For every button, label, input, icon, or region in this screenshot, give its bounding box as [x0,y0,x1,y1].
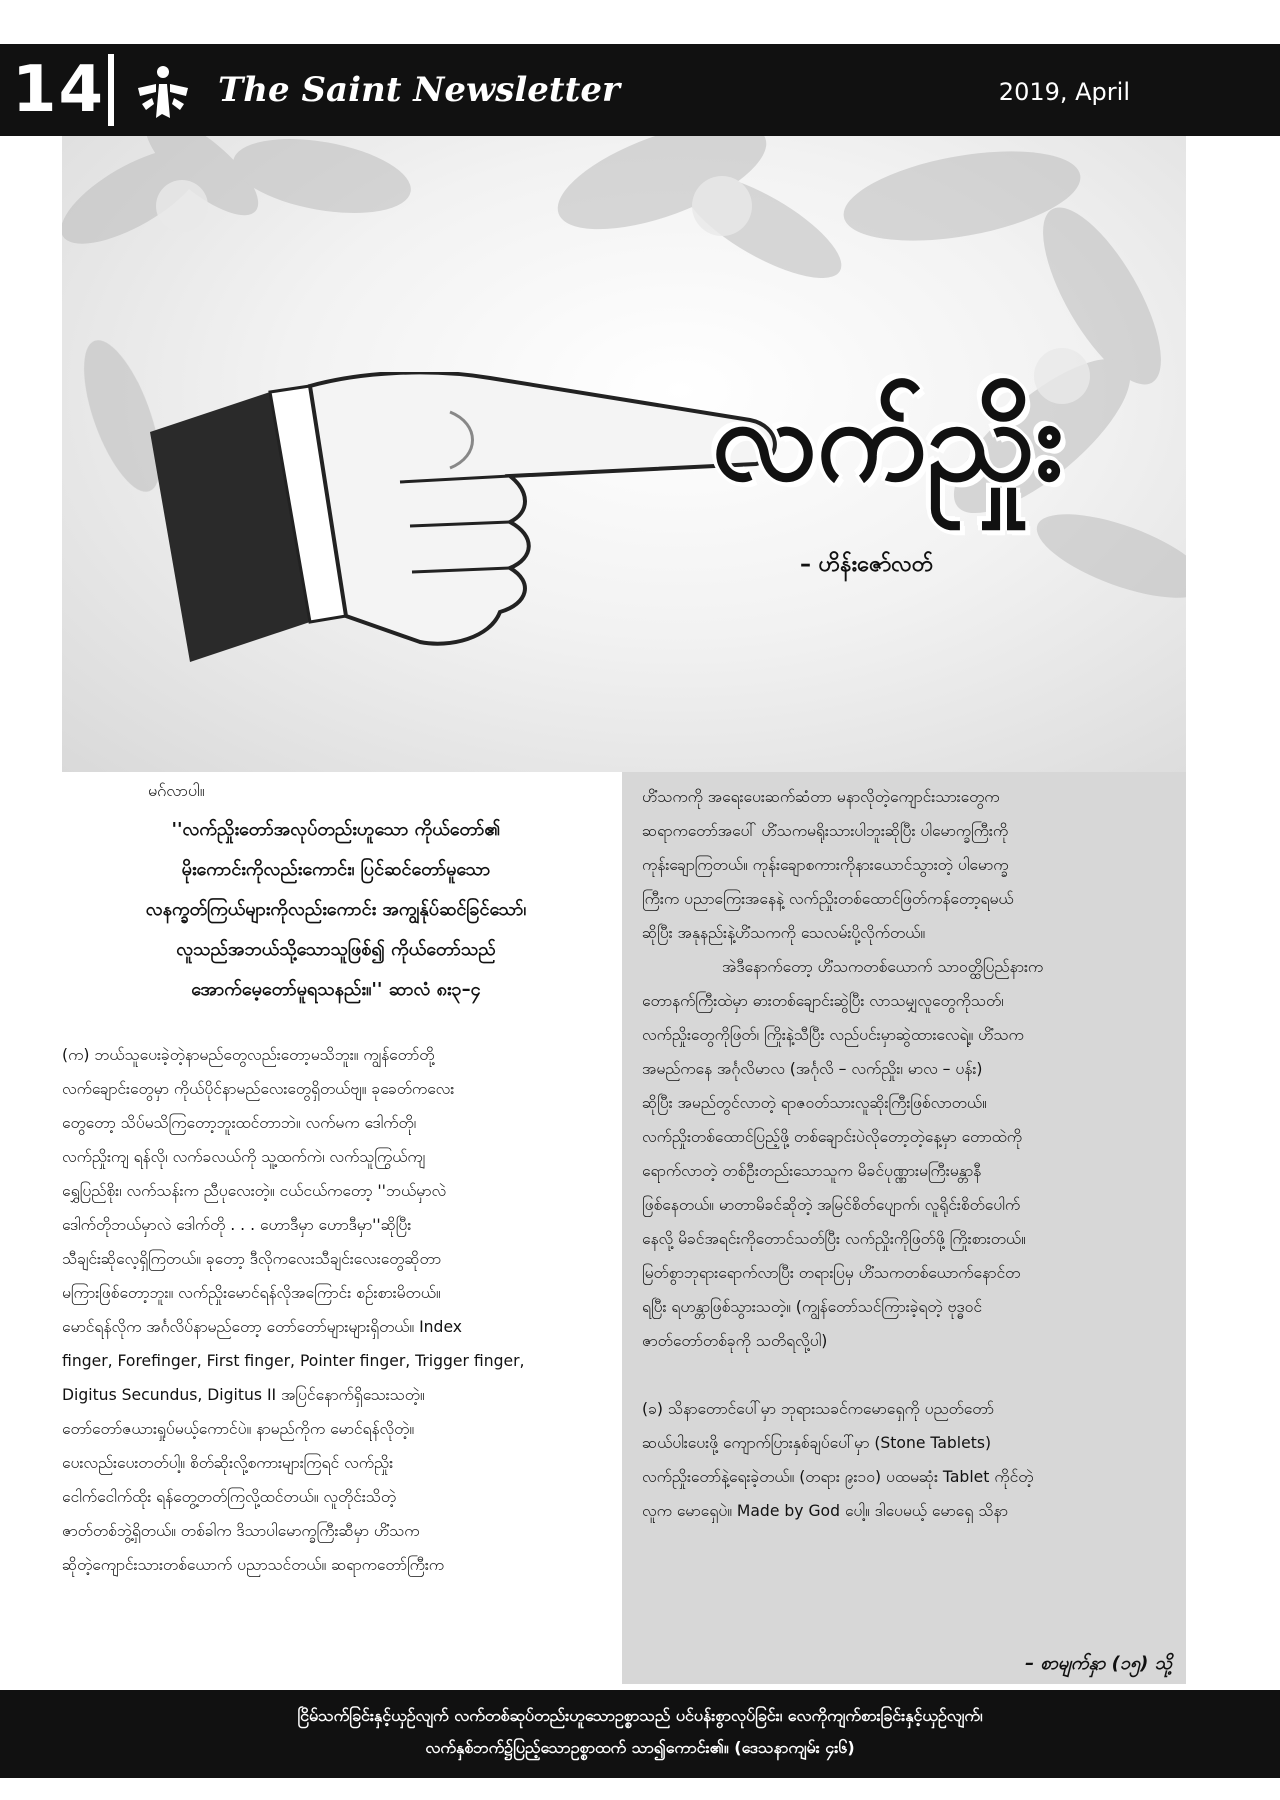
saint-logo-icon [132,62,194,120]
text-line: လက်ညှိုးတော်နဲ့ရေးခဲ့တယ်။ (တရား ၉း၁၀) ပထမဆုံး Tablet ကိုင်တဲ့ [642,1468,1034,1486]
quote-line: ''လက်ညှိုးတော်အလုပ်တည်းဟူသော ကိုယ်တော်၏ [171,819,501,840]
text-line: ငေါက်ငေါက်ထိုး ရန်တွေ့တတ်ကြလို့ထင်တယ်။ လူတိုင်းသိတဲ့ [62,1488,397,1506]
text-line: ဆယ်ပါးပေးဖို့ ကျောက်ပြားနှစ်ချပ်ပေါ်မှာ (Stone Tablets) [642,1434,992,1452]
quote-line: အောက်မေ့တော်မူရသနည်း။'' ဆာလံ ၈း၃–၄ [191,979,481,1000]
text-line: ဆရာကတော်အပေါ် ဟိံသကမရိုးသားပါဘူးဆိုပြီး ပါမောက္ခကြီးကို [642,822,1009,840]
page-number: 14 [12,53,106,127]
header-divider [108,54,114,126]
text-line: ကြီးက ပညာကြေးအနေနဲ့ လက်ညှိုးတစ်ထောင်ဖြတ်ကန်တော့ရမယ် [642,890,1014,908]
text-line: ဒေါက်တိုဘယ်မှာလဲ ဒေါက်တို . . . ဟောဒီမှာ ဟောဒီမှာ''ဆိုပြီး [62,1216,412,1234]
text-line: တောနက်ကြီးထဲမှာ ဓားတစ်ချောင်းဆွဲပြီး လာသမျှလူတွေကိုသတ်၊ [642,992,1004,1010]
page-header [0,44,1280,136]
text-line: ရောက်လာတဲ့ တစ်ဦးတည်းသောသူက မိခင်ပုဏ္ဏားမကြီးမန္တာနီ [642,1162,982,1180]
pointing-hand-icon [150,372,790,672]
footer-quote [40,1700,1240,1764]
left-column [62,776,610,1684]
text-line: လက်ညှိုးတစ်ထောင်ပြည့်ဖို့ တစ်ချောင်းပဲလိုတော့တဲ့နေ့မှာ တောထဲကို [642,1128,1022,1146]
paragraph-b [642,950,1172,1358]
text-line: finger, Forefinger, First finger, Pointer finger, Trigger finger, [62,1352,525,1370]
text-line: ဇာတ်တော်တစ်ခုကို သတိရလို့ပါ) [642,1332,828,1350]
paragraph-a [62,1038,610,1582]
quote-line: မိုးကောင်းကိုလည်းကောင်း၊ ပြင်ဆင်တော်မူသော [181,859,491,880]
footer-quote-line: ငြိမ်သက်ခြင်းနှင့်ယှဉ်လျက် လက်တစ်ဆုပ်တည်းဟူသောဥစ္စာသည် ပင်ပန်းစွာလုပ်ခြင်း၊ လေကိုကျက်စားခြင်းနှင့်ယှဉ်လျက်၊ [297,1706,983,1725]
text-line: လက်ချောင်းတွေမှာ ကိုယ်ပိုင်နာမည်လေးတွေရှိတယ်ဗျ။ ခုခေတ်ကလေး [62,1080,455,1098]
text-line: ဆိုတဲ့ကျောင်းသားတစ်ယောက် ပညာသင်တယ်။ ဆရာကတော်ကြီးက [62,1556,445,1574]
text-line: ဖြစ်နေတယ်။ မာတာမိခင်ဆိုတဲ့ အမြင်စိတ်ပျောက်၊ လူရိုင်းစိတ်ပေါက် [642,1196,1021,1214]
article-author: – ဟိန်းဇော်လတ် [800,552,934,577]
greeting: မဂ်လာပါ။ [148,781,205,800]
text-line: အဲဒီနောက်တော့ ဟိံသကတစ်ယောက် သာဝတ္ထိပြည်နားက [722,958,1044,976]
text-line: နေလို့ မိခင်အရင်းကိုတောင်သတ်ပြီး လက်ညှိုးကိုဖြတ်ဖို့ ကြိုးစားတယ်။ [642,1230,1026,1248]
paragraph-a-continued [642,780,1172,950]
paragraph-spacer [642,1358,1172,1392]
text-line: လူက မောရှေပဲ။ Made by God ပေါ့။ ဒါပေမယ့် မောရှေ သိနာ [642,1502,1008,1520]
quote-line: လူသည်အဘယ်သို့သောသူဖြစ်၍ ကိုယ်တော်သည် [176,939,496,960]
text-line: မြတ်စွာဘုရားရောက်လာပြီး တရားပြမှ ဟိံသကတစ်ယောက်နောင်တ [642,1264,1021,1282]
text-line: ရပြီး ရဟန္တာဖြစ်သွားသတဲ့။ (ကျွန်တော်သင်ကြားခဲ့ရတဲ့ ဗုဒ္ဓဝင် [642,1298,982,1316]
newsletter-title: The Saint Newsletter [218,70,620,110]
continued-on-page-link[interactable]: – စာမျက်နှာ (၁၅) သို့ [1025,1653,1172,1674]
right-column [622,772,1186,1684]
scripture-quote [68,810,604,1010]
text-line: လက်ညှိုးတွေကိုဖြတ်၊ ကြိုးနဲ့သီပြီး လည်ပင်းမှာဆွဲထားလေရဲ့။ ဟိံသက [642,1026,1024,1044]
text-line: ပေးလည်းပေးတတ်ပါ့။ စိတ်ဆိုးလို့စကားများကြရင် လက်ညှိုး [62,1454,394,1472]
footer-quote-line: လက်နှစ်ဘက်၌ပြည့်သောဥစ္စာထက် သာ၍ကောင်း၏။ (ဒေသနာကျမ်း ၄း၆) [425,1738,855,1757]
text-line: ဆိုပြီး အမည်တွင်လာတဲ့ ရာဇဝတ်သားလူဆိုးကြီးဖြစ်လာတယ်။ [642,1094,987,1112]
article-banner [62,136,1186,772]
text-line: ကုန်းချောကြတယ်။ ကုန်းချောစကားကိုနားယောင်သွားတဲ့ ပါမောက္ခ [642,856,1009,874]
text-line: Digitus Secundus, Digitus II အပြင်နောက်ရှိသေးသတဲ့။ [62,1386,425,1404]
text-line: (က) ဘယ်သူပေးခဲ့တဲ့နာမည်တွေလည်းတော့မသိဘူး။ ကျွန်တော်တို့ [62,1046,435,1064]
text-line: မောင်ရန်လိုက အင်္ဂလိပ်နာမည်တော့ တော်တော်များများရှိတယ်။ Index [62,1318,463,1336]
text-line: (ခ) သိနာတောင်ပေါ်မှာ ဘုရားသခင်ကမောရှေကို ပညတ်တော် [642,1400,994,1418]
text-line: ဟိံသကကို အရေးပေးဆက်ဆံတာ မနာလိုတဲ့ကျောင်းသားတွေက [642,788,1000,806]
issue-date: 2019, April [998,78,1130,106]
paragraph-c [642,1392,1172,1528]
page-footer [0,1690,1280,1778]
quote-line: လနက္ခတ်ကြယ်များကိုလည်းကောင်း အကျွန်ုပ်ဆင်ခြင်သော်၊ [145,899,527,920]
text-line: ရွှေပြည်စိုး၊ လက်သန်းက ညီပုလေးတဲ့။ ငယ်ငယ်ကတော့ ''ဘယ်မှာလဲ [62,1182,447,1200]
text-line: ဆိုပြီး အနုနည်းနဲ့ဟိံသကကို သေလမ်းပို့လိုက်တယ်။ [642,924,926,942]
text-line: သီချင်းဆိုလေ့ရှိကြတယ်။ ခုတော့ ဒီလိုကလေးသီချင်းလေးတွေဆိုတာ [62,1250,442,1268]
text-line: တွေတော့ သိပ်မသိကြတော့ဘူးထင်တာဘဲ။ လက်မက ဒေါက်တို၊ [62,1114,417,1132]
article-title: လက်ညှိုး [712,376,1064,506]
text-line: ဇာတ်တစ်ဘွဲ့ရှိတယ်။ တစ်ခါက ဒိသာပါမောက္ခကြီးဆီမှာ ဟိံသက [62,1522,420,1540]
text-line: လက်ညှိုးကျ ရန်လို၊ လက်ခလယ်ကို သူ့ထက်ကဲ၊ လက်သူကြွယ်ကျ [62,1148,426,1166]
text-line: အမည်ကနေ အင်္ဂုလိမာလ (အင်္ဂုလိ – လက်ညှိုး၊ မာလ – ပန်း) [642,1060,983,1078]
text-line: မကြားဖြစ်တော့ဘူး။ လက်ညှိုးမောင်ရန်လိုအကြောင်း စဉ်းစားမိတယ်။ [62,1284,441,1302]
text-line: တော်တော်ဇယားရှုပ်မယ့်ကောင်ပဲ။ နာမည်ကိုက မောင်ရန်လိုတဲ့။ [62,1420,415,1438]
